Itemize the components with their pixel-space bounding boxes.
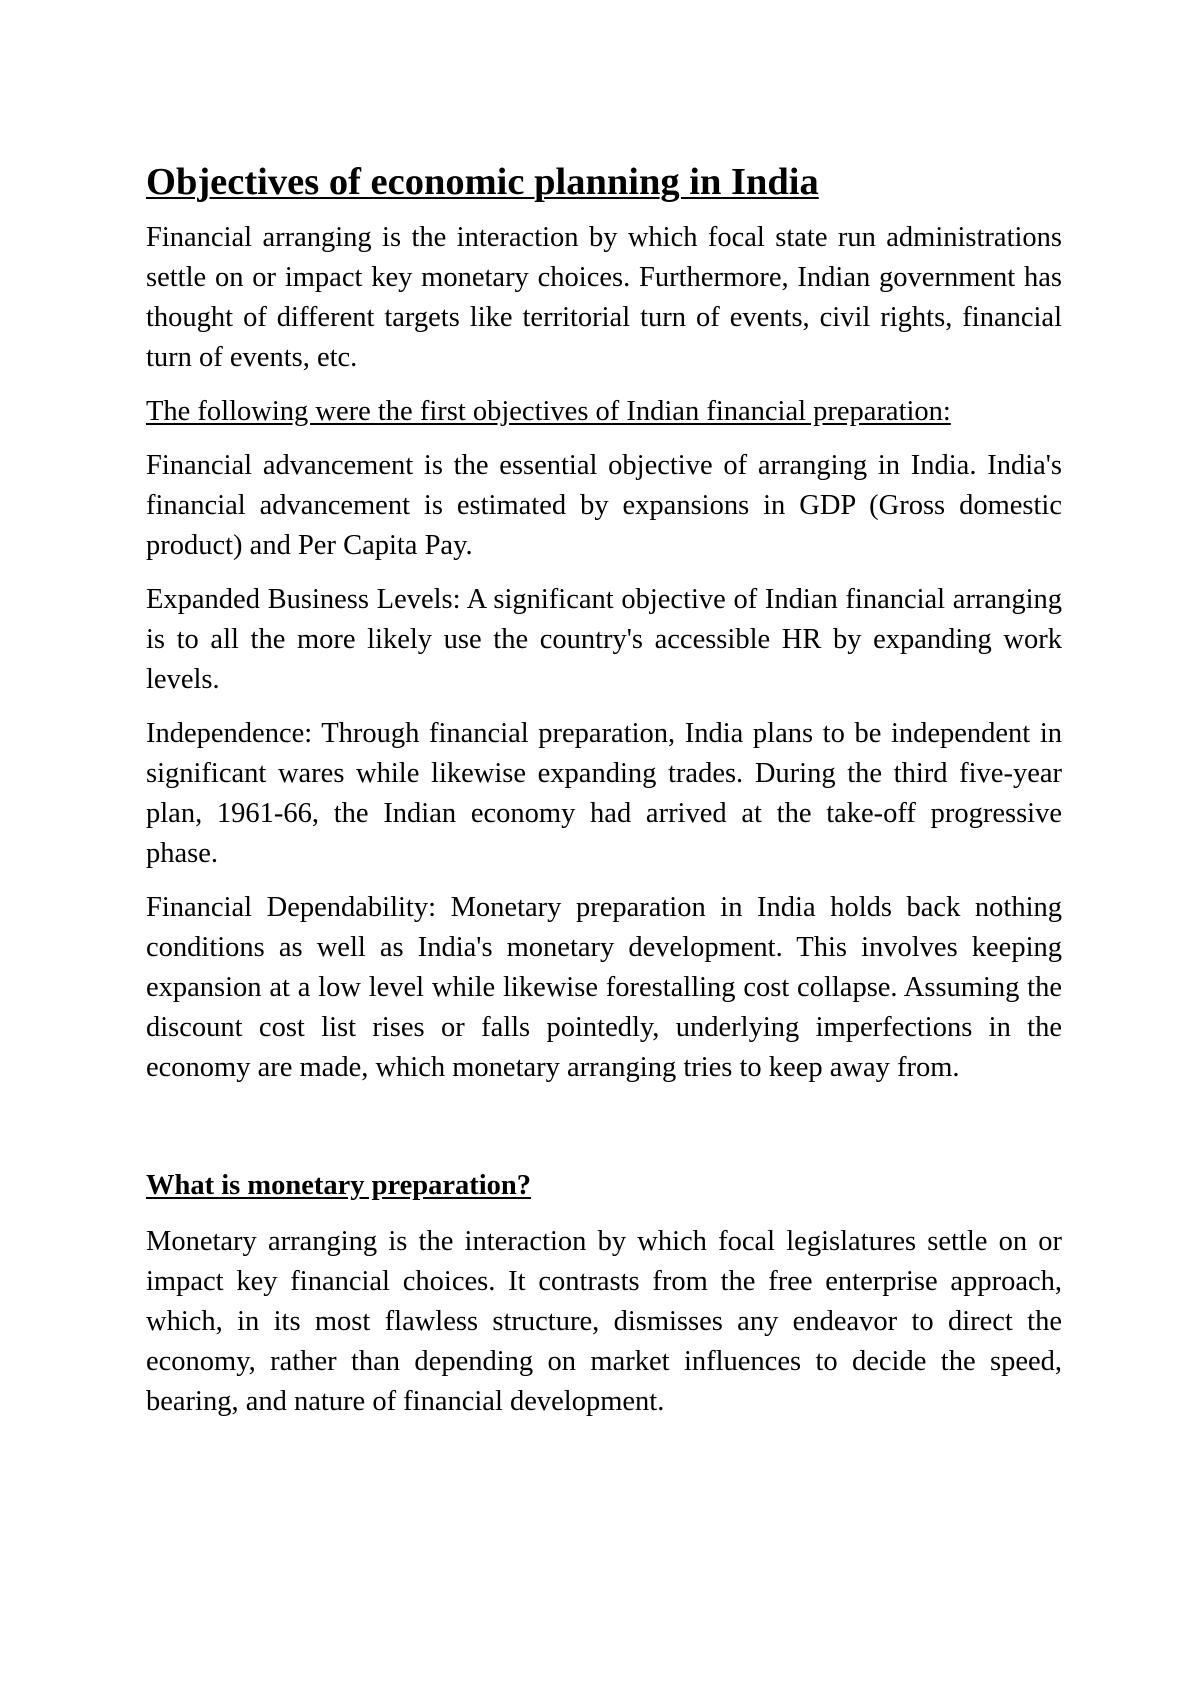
section-heading: What is monetary preparation?: [146, 1170, 532, 1202]
objective-stability-paragraph: Financial Dependability: Monetary preparation in India holds back nothing conditions as well as India's monetary development. This involves keeping expansion at a low level while likewise forestalling cost collapse. Assuming the discount cost list rises or falls pointedly, underlying imperfections in the economy are made, which monetary arranging tries to keep away from.: [146, 892, 1062, 1084]
intro-paragraph: Financial arranging is the interaction by which focal state run administrations settle on or impact key monetary choices. Furthermore, Indian government has thought of different targets like territorial turn of events, civil rights, financial turn of events, etc.: [146, 222, 1062, 374]
objective-independence-paragraph: Independence: Through financial preparation, India plans to be independent in significant wares while likewise expanding trades. During the third five-year plan, 1961-66, the Indian economy had arrived at the take-off progressive phase.: [146, 718, 1062, 870]
document-body: [146, 158, 1062, 1436]
definition-paragraph: Monetary arranging is the interaction by which focal legislatures settle on or impact key financial choices. It contrasts from the free enterprise approach, which, in its most flawless structure, dismisses any endeavor to direct the economy, rather than depending on market influences to decide the speed, bearing, and nature of financial development.: [146, 1226, 1062, 1418]
page-title: Objectives of economic planning in India: [146, 161, 819, 203]
objective-growth-paragraph: Financial advancement is the essential objective of arranging in India. India's financial advancement is estimated by expansions in GDP (Gross domestic product) and Per Capita Pay.: [146, 450, 1062, 562]
objectives-intro: The following were the first objectives of Indian financial preparation:: [146, 396, 951, 428]
objective-employment-paragraph: Expanded Business Levels: A significant objective of Indian financial arranging is to all the more likely use the country's accessible HR by expanding work levels.: [146, 584, 1062, 696]
